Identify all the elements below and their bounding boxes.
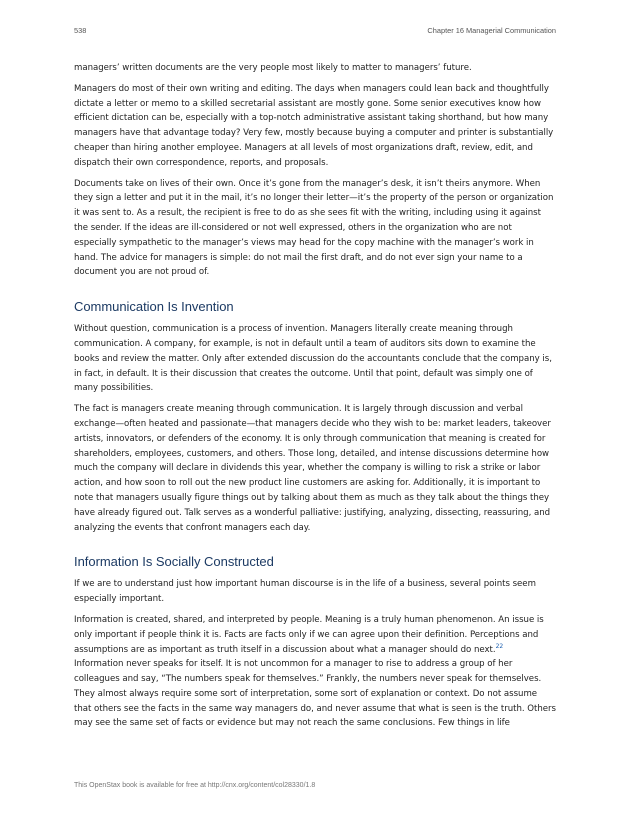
section-heading-communication-invention: Communication Is Invention — [74, 299, 234, 315]
footer-note: This OpenStax book is available for free at http://cnx.org/content/col28330/1.8 — [74, 782, 316, 789]
paragraph-information-1: If we are to understand just how important human discourse is in the life of a business, several points seem especially important. — [74, 579, 536, 605]
paragraph-information-3: Information never speaks for itself. It is not uncommon for a manager to rise to address a group of her colleagues and say, “The numbers speak for themselves.” Frankly, the numbers never speak for themselves. They almost always require some sort of interpretation, some sort of explanation or context. Do not assume that others see the facts in the same way managers do, and never assume that what is seen is the truth. Others may see the same set of facts or evidence but may not reach the same conclusions. Few things in life — [74, 659, 556, 729]
paragraph-continuation: managers’ written documents are the very people most likely to matter to managers’ future. — [74, 63, 472, 73]
footnote-reference-link[interactable]: 22 — [495, 642, 504, 650]
paragraph-invention-1: Without question, communication is a process of invention. Managers literally create meaning through communication. A company, for example, is not in default until a team of auditors sits down to examine the books and review the matter. Only after extended discussion do the accountants conclude that the company is, in fact, in default. It is their discussion that creates the outcome. Until that point, default was simply one of many possibilities. — [74, 324, 552, 394]
paragraph-information-2 — [74, 613, 556, 657]
page-content — [74, 61, 556, 737]
section-heading-information-socially-constructed: Information Is Socially Constructed — [74, 554, 274, 570]
paragraph-documents-lives: Documents take on lives of their own. Once it’s gone from the manager’s desk, it isn’t theirs anymore. When they sign a letter and put it in the mail, it’s no longer their letter—it’s the property of the person or organization it was sent to. As a result, the recipient is free to do as she sees fit with the writing, including using it against the sender. If the ideas are ill-considered or not well expressed, others in the organization who are not especially sympathetic to the manager’s views may head for the copy machine with the manager’s work in hand. The advice for managers is simple: do not mail the first draft, and do not ever sign your name to a document you are not proud of. — [74, 178, 554, 278]
paragraph-writing-editing: Managers do most of their own writing and editing. The days when managers could lean back and thoughtfully dictate a letter or memo to a skilled secretarial assistant are mostly gone. Some senior executives know how efficient dictation can be, especially with a top-notch administrative assistant taking shorthand, but how many managers have that advantage today? Very few, mostly because buying a computer and printer is substantially cheaper than hiring another employee. Managers at all levels of most organizations draft, review, edit, and dispatch their own correspondence, reports, and proposals. — [74, 83, 554, 168]
page-number: 538 — [74, 26, 87, 35]
paragraph-information-2-text: Information is created, shared, and interpreted by people. Meaning is a truly human phenomenon. An issue is only important if people think it is. Facts are facts only if we can agree upon their definition. Perceptions and assumptions are as important as truth itself in a discussion about what a manager should do next. — [74, 614, 544, 655]
chapter-title: Chapter 16 Managerial Communication — [427, 26, 556, 35]
paragraph-invention-2: The fact is managers create meaning through communication. It is largely through discussion and verbal exchange—often heated and passionate—that managers decide who they wish to be: market leaders, takeover artists, innovators, or defenders of the economy. It is only through communication that meaning is created for shareholders, employees, customers, and others. Those long, detailed, and intense discussions determine how much the company will declare in dividends this year, whether the company is willing to risk a strike or labor action, and how soon to roll out the new product line customers are asking for. Additionally, it is important to note that managers usually figure things out by talking about them as much as they talk about the things they have already figured out. Talk serves as a wonderful palliative: justifying, analyzing, dissecting, reassuring, and analyzing the events that confront managers each day. — [74, 404, 551, 533]
